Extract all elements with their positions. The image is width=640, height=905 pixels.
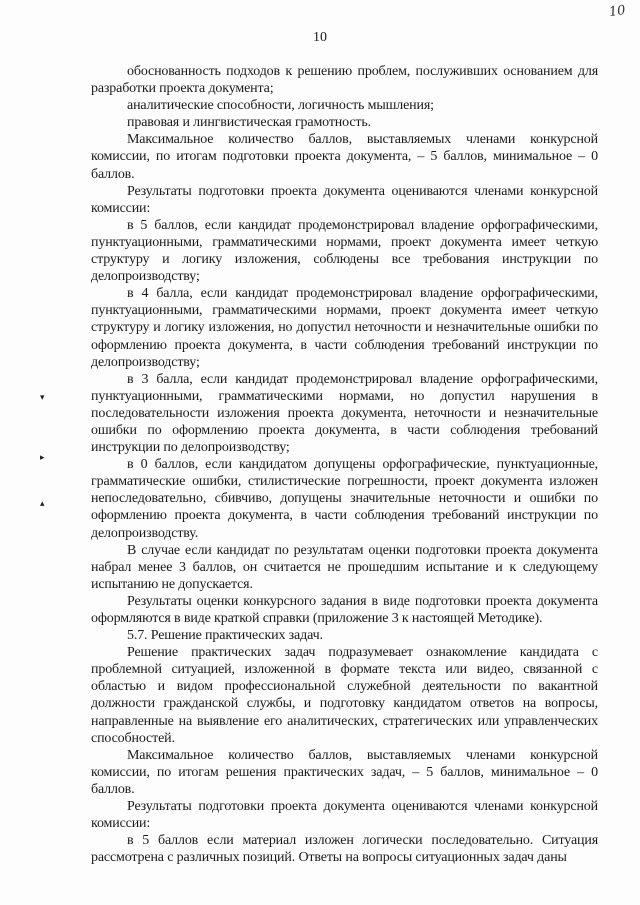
paragraph: в 0 баллов, если кандидатом допущены орфографические, пунктуационные, грамматические ошибки, стилистические погрешности, проект документа изложен непоследовательно, сбивчиво, допущены значительные неточности и ошибки по оформлению проекта документа, в части соблюдения требований инструкции по делопроизводству.: [91, 457, 598, 541]
paragraph: Результаты подготовки проекта документа оцениваются членами конкурсной комиссии:: [91, 183, 598, 216]
paragraph: в 5 баллов, если кандидат продемонстрировал владение орфографическими, пунктуационными, грамматическими нормами, проект документа имеет четкую структуру и логику изложения, соблюдены все требования инструкции по делопроизводству;: [91, 217, 598, 285]
paragraph: аналитические способности, логичность мышления;: [127, 98, 434, 114]
paragraph: Результаты подготовки проекта документа оцениваются членами конкурсной комиссии:: [91, 799, 598, 832]
paragraph: правовая и лингвистическая грамотность.: [127, 115, 371, 131]
margin-dot-mark: ▴: [40, 498, 45, 508]
paragraph: Максимальное количество баллов, выставляемых членами конкурсной комиссии, по итогам подготовки проекта документа, – 5 баллов, минимальное – 0 баллов.: [91, 132, 598, 182]
paragraph: Результаты оценки конкурсного задания в виде подготовки проекта документа оформляются в виде краткой справки (приложение 3 к настоящей Методике).: [91, 593, 598, 626]
paragraph: в 3 балла, если кандидат продемонстрировал владение орфографическими, пунктуационными, грамматическими нормами, но допустил нарушения в последовательности изложения проекта документа, неточности и незначительные ошибки по оформлению проекта документа, в части соблюдения требований инструкции по делопроизводству;: [91, 371, 598, 456]
paragraph: обоснованность подходов к решению проблем, послуживших основанием для разработки проекта документа;: [91, 64, 598, 97]
document-body: [91, 63, 598, 866]
page-number: 10: [313, 30, 327, 45]
paragraph: В случае если кандидат по результатам оценки подготовки проекта документа набрал менее 3 баллов, он считается не прошедшим испытание и к следующему испытанию не допускается.: [91, 542, 598, 592]
paragraph: в 5 баллов если материал изложен логически последовательно. Ситуация рассмотрена с различных позиций. Ответы на вопросы ситуационных задач даны: [91, 833, 598, 866]
paragraph: Решение практических задач подразумевает ознакомление кандидата с проблемной ситуацией, изложенной в формате текста или видео, связанной с областью и видом профессиональной служебной деятельности по вакантной должности гражданской службы, и подготовку кандидатом ответов на вопросы, направленные на выявление его аналитических, стратегических или управленческих способностей.: [91, 645, 598, 746]
margin-dot-mark: ▸: [40, 452, 45, 462]
handwritten-page-number: 10: [608, 2, 627, 21]
section-heading: 5.7. Решение практических задач.: [127, 628, 323, 644]
paragraph: Максимальное количество баллов, выставляемых членами конкурсной комиссии, по итогам решения практических задач, – 5 баллов, минимальное – 0 баллов.: [91, 747, 598, 797]
margin-dot-mark: ▾: [40, 392, 45, 402]
paragraph: в 4 балла, если кандидат продемонстрировал владение орфографическими, пунктуационными, грамматическими нормами, проект документа имеет четкую структуру и логику изложения, но допустил неточности и незначительные ошибки по оформлению проекта документа, в части соблюдения требований инструкции по делопроизводству;: [91, 286, 598, 370]
